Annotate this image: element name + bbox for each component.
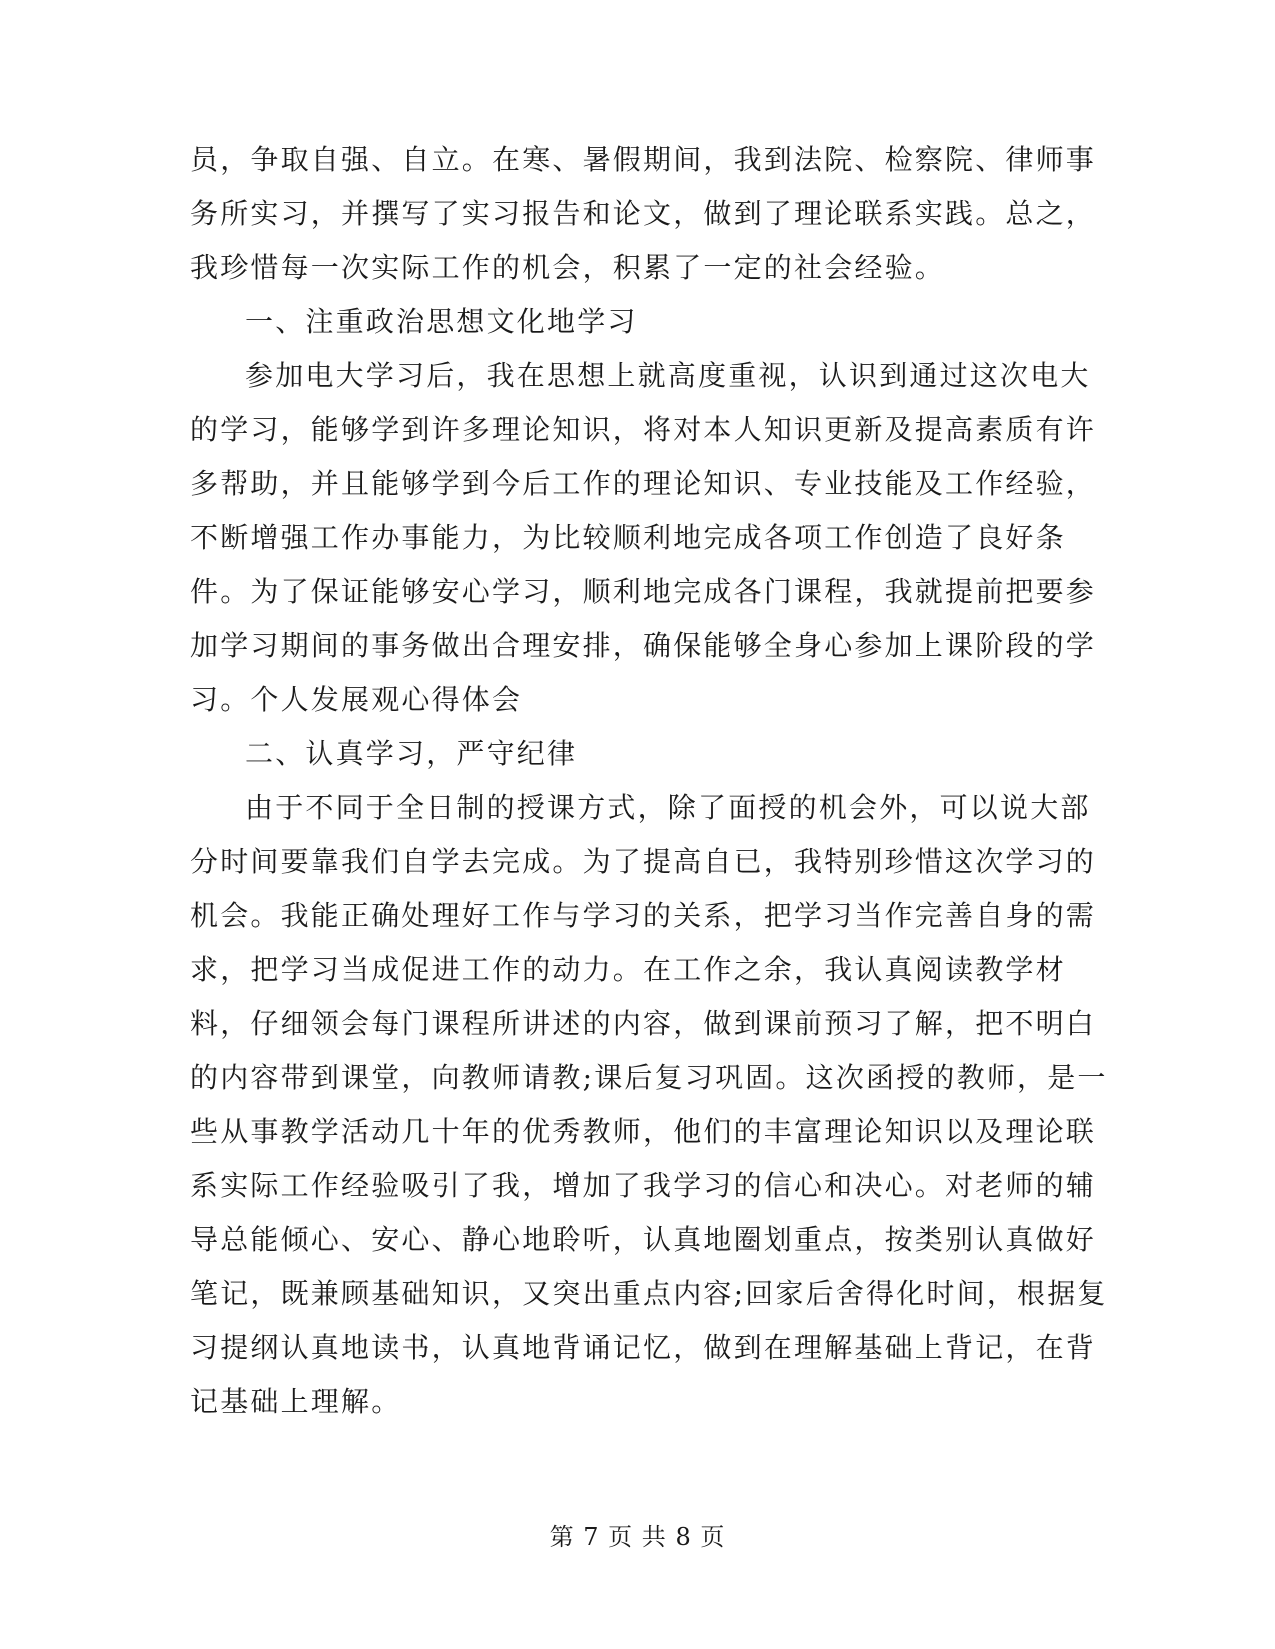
body-line: 导总能倾心、安心、静心地聆听，认真地圈划重点，按类别认真做好	[190, 1223, 1097, 1256]
body-line: 料，仔细领会每门课程所讲述的内容，做到课前预习了解，把不明白	[190, 1007, 1097, 1040]
body-line: 习。个人发展观心得体会	[190, 683, 523, 716]
body-line: 参加电大学习后，我在思想上就高度重视，认识到通过这次电大	[245, 359, 1091, 392]
body-line: 机会。我能正确处理好工作与学习的关系，把学习当作完善自身的需	[190, 899, 1097, 932]
body-line: 我珍惜每一次实际工作的机会，积累了一定的社会经验。	[190, 251, 946, 284]
body-line: 些从事教学活动几十年的优秀教师，他们的丰富理论知识以及理论联	[190, 1115, 1097, 1148]
body-line: 不断增强工作办事能力，为比较顺利地完成各项工作创造了良好条	[190, 521, 1066, 554]
body-line: 的学习，能够学到许多理论知识，将对本人知识更新及提高素质有许	[190, 413, 1097, 446]
body-line: 的内容带到课堂，向教师请教;课后复习巩固。这次函授的教师，是一	[190, 1061, 1108, 1094]
body-line: 习提纲认真地读书，认真地背诵记忆，做到在理解基础上背记，在背	[190, 1331, 1097, 1364]
body-line: 件。为了保证能够安心学习，顺利地完成各门课程，我就提前把要参	[190, 575, 1097, 608]
page-number-footer: 第 7 页 共 8 页	[549, 1523, 726, 1551]
body-line: 笔记，既兼顾基础知识，又突出重点内容;回家后舍得化时间，根据复	[190, 1277, 1108, 1310]
body-line: 记基础上理解。	[190, 1385, 402, 1418]
body-line: 多帮助，并且能够学到今后工作的理论知识、专业技能及工作经验，	[190, 467, 1097, 500]
body-line: 由于不同于全日制的授课方式，除了面授的机会外，可以说大部	[245, 791, 1091, 824]
section-heading-2: 二、认真学习，严守纪律	[245, 737, 578, 770]
body-line: 务所实习，并撰写了实习报告和论文，做到了理论联系实践。总之，	[190, 197, 1097, 230]
body-line: 系实际工作经验吸引了我，增加了我学习的信心和决心。对老师的辅	[190, 1169, 1097, 1202]
section-heading-1: 一、注重政治思想文化地学习	[245, 305, 638, 338]
body-line: 求，把学习当成促进工作的动力。在工作之余，我认真阅读教学材	[190, 953, 1066, 986]
body-line: 分时间要靠我们自学去完成。为了提高自已，我特别珍惜这次学习的	[190, 845, 1097, 878]
body-line: 加学习期间的事务做出合理安排，确保能够全身心参加上课阶段的学	[190, 629, 1097, 662]
body-line: 员，争取自强、自立。在寒、暑假期间，我到法院、检察院、律师事	[190, 143, 1097, 176]
